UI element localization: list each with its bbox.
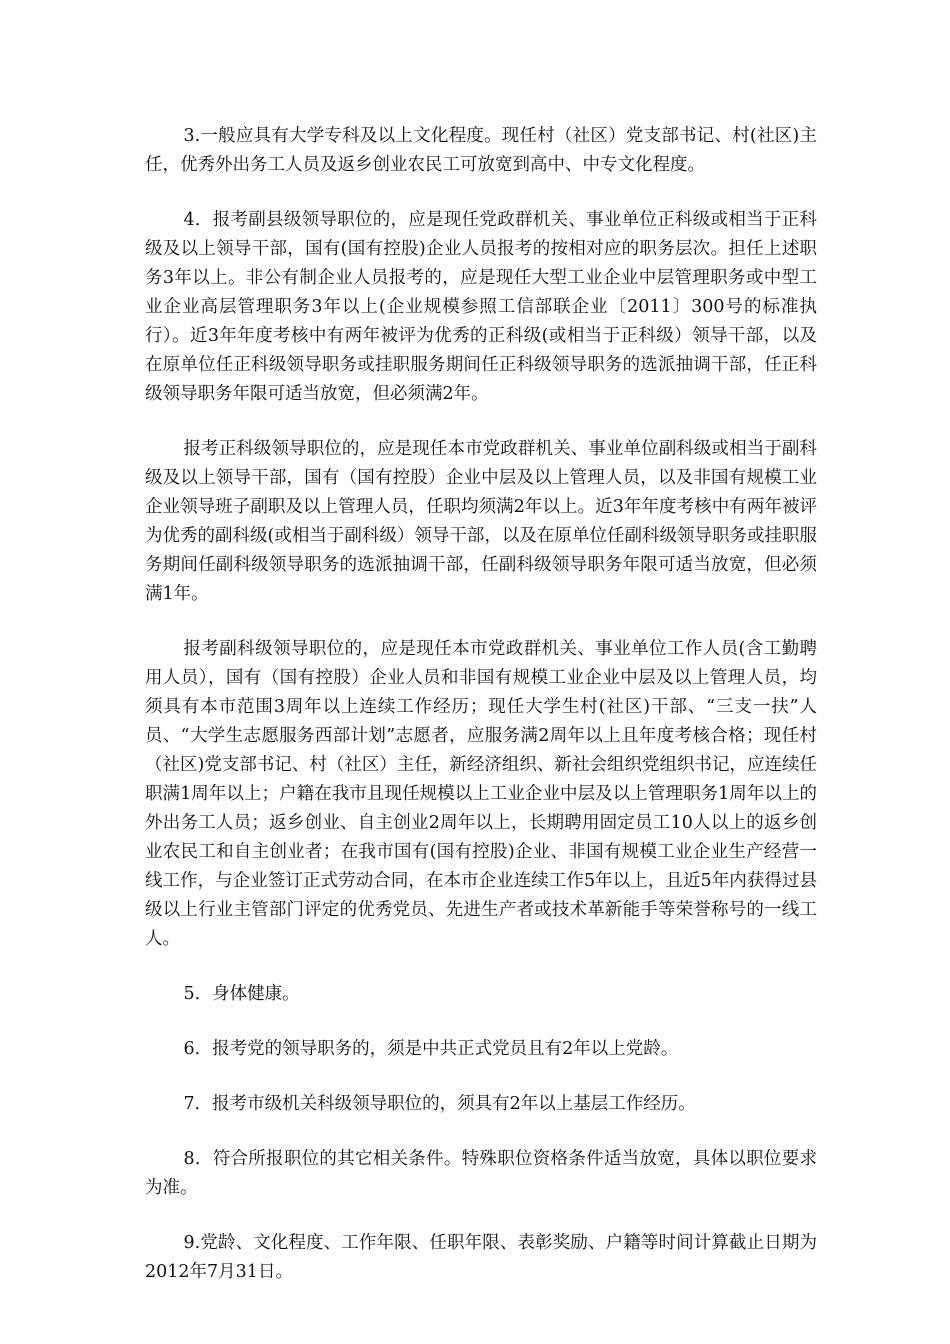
paragraph-health: 5．身体健康。 — [183, 984, 300, 1004]
paragraph-other-conditions: 8．符合所报职位的其它相关条件。特殊职位资格条件适当放宽，具体以职位要求为准。 — [145, 1149, 817, 1198]
paragraph-grassroots-experience: 7．报考市级机关科级领导职位的，须具有2年以上基层工作经历。 — [183, 1094, 696, 1114]
paragraph-education-requirement: 3.一般应具有大学专科及以上文化程度。现任村（社区）党支部书记、村(社区)主任，优秀外出务工人员及返乡创业农民工可放宽到高中、中专文化程度。 — [145, 126, 817, 175]
paragraph-section-chief-level: 报考正科级领导职位的，应是现任本市党政群机关、事业单位副科级或相当于副科级及以上领导干部，国有（国有控股）企业中层及以上管理人员，以及非国有规模工业企业领导班子副职及以上管理人员，任职均须满2年以上。近3年年度考核中有两年被评为优秀的副科级(或相当于副科级）领导干部，以及在原单位任副科级领导职务或挂职服务期间任副科级领导职务的选派抽调干部，任副科级领导职务年限可适当放宽，但必须满1年。 — [145, 439, 817, 604]
paragraph-deputy-section-level: 报考副科级领导职位的，应是现任本市党政群机关、事业单位工作人员(含工勤聘用人员），国有（国有控股）企业人员和非国有规模工业企业中层及以上管理人员，均须具有本市范围3周年以上连续工作经历；现任大学生村(社区)干部、“三支一扶”人员、“大学生志愿服务西部计划”志愿者，应服务满2周年以上且年度考核合格；现任村（社区)党支部书记、村（社区）主任，新经济组织、新社会组织党组织书记，应连续任职满1周年以上；户籍在我市且现任规模以上工业企业中层及以上管理职务1周年以上的外出务工人员；返乡创业、自主创业2周年以上，长期聘用固定员工10人以上的返乡创业农民工和自主创业者；在我市国有(国有控股)企业、非国有规模工业企业生产经营一线工作，与企业签订正式劳动合同，在本市企业连续工作5年以上，且近5年内获得过县级以上行业主管部门评定的优秀党员、先进生产者或技术革新能手等荣誉称号的一线工人。 — [145, 639, 817, 949]
document-body — [145, 122, 817, 1313]
paragraph-party-membership: 6．报考党的领导职务的，须是中共正式党员且有2年以上党龄。 — [183, 1039, 679, 1059]
paragraph-cutoff-date: 9.党龄、文化程度、工作年限、任职年限、表彰奖励、户籍等时间计算截止日期为2012年7月31日。 — [145, 1233, 817, 1282]
paragraph-deputy-county-level: 4．报考副县级领导职位的，应是现任党政群机关、事业单位正科级或相当于正科级及以上领导干部，国有(国有控股)企业人员报考的按相对应的职务层次。担任上述职务3年以上。非公有制企业人员报考的，应是现任大型工业企业中层管理职务或中型工业企业高层管理职务3年以上(企业规模参照工信部联企业〔2011〕300号的标准执行）。近3年年度考核中有两年被评为优秀的正科级(或相当于正科级）领导干部，以及在原单位任正科级领导职务或挂职服务期间任正科级领导职务的选派抽调干部，任正科级领导职务年限可适当放宽，但必须满2年。 — [145, 210, 817, 404]
